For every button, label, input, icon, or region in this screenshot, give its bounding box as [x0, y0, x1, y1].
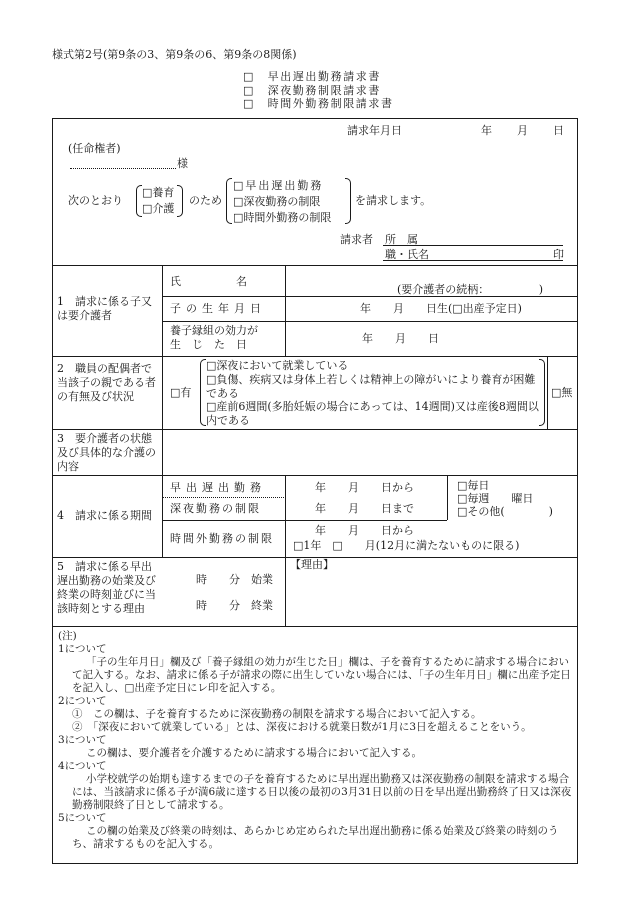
- request-year-label: 年: [481, 124, 492, 137]
- divider: [285, 475, 286, 557]
- requester-label: 請求者: [340, 233, 373, 246]
- note-2-text-2: ② 「深夜において就業している」とは、深夜における就業日数が1月に3日を超えることをいう。: [72, 721, 532, 733]
- affiliation-label: 所 属: [385, 233, 418, 246]
- divider: [285, 557, 286, 626]
- affiliation-field[interactable]: [383, 245, 563, 246]
- care-option-childcare[interactable]: □養育: [142, 186, 175, 199]
- note-1-text: 「子の生年月日」欄及び「養子縁組の効力が生じた日」欄は、子を養育するために請求する場合において記入する。なお、請求に係る子が請求の際に出生していない場合には、「子の生年月日」欄に出産予定日を記入し、□出産予定日にレ印を記入する。: [72, 656, 571, 694]
- request-date-label: 請求年月日: [347, 124, 402, 137]
- bracket-icon: [539, 359, 545, 426]
- spouse-yes-option[interactable]: □有: [170, 386, 192, 399]
- name-label: 氏 名: [170, 275, 247, 288]
- adoption-effect-label-2: 生 じ た 日: [170, 338, 247, 351]
- adoption-effect-value[interactable]: 年 月 日: [362, 332, 439, 345]
- divider: [162, 265, 163, 357]
- note-1-title: 1について: [58, 643, 107, 655]
- divider: [447, 475, 448, 520]
- divider: [162, 429, 163, 475]
- row5-label: 5 請求に係る早出遅出勤務の始業及び終業の時刻並びに当該時刻とする理由: [57, 560, 156, 615]
- note-4-title: 4について: [58, 760, 107, 772]
- frequency-daily[interactable]: □毎日: [457, 479, 490, 492]
- title-early-late-request[interactable]: □ 早出遅出勤務請求書: [243, 70, 381, 83]
- intro-suffix: を請求します。: [355, 194, 432, 207]
- dotted-divider: [162, 497, 286, 498]
- divider: [53, 265, 577, 266]
- sama-label: 様: [177, 157, 188, 170]
- reason-label: 【理由】: [290, 558, 334, 571]
- intro-prefix: 次のとおり: [68, 194, 123, 207]
- request-type-overtime-limit[interactable]: □時間外勤務の制限: [233, 211, 332, 224]
- note-3-title: 3について: [58, 734, 107, 746]
- position-name-field[interactable]: [383, 260, 563, 261]
- row4-label: 4 請求に係る期間: [57, 509, 152, 522]
- divider: [162, 356, 163, 429]
- frequency-weekly[interactable]: □毎週 曜日: [457, 492, 534, 505]
- note-2-title: 2について: [58, 695, 107, 707]
- notes-section: [58, 630, 572, 851]
- bracket-icon: [177, 185, 183, 217]
- row2-label: 2 職員の配偶者で当該子の親である者の有無及び状況: [57, 362, 156, 403]
- frequency-other[interactable]: □その他( ): [457, 505, 553, 518]
- divider: [53, 429, 577, 430]
- overtime-period-from[interactable]: 年 月 日から: [315, 524, 414, 537]
- form-titles: [243, 70, 394, 111]
- note-2-text-1: ① この欄は、子を養育するために深夜勤務の制限を請求する場合において記入する。: [72, 708, 482, 720]
- for-text: のため: [189, 194, 222, 207]
- spouse-condition-illness[interactable]: □負傷、疾病又は身体上若しくは精神上の障がいにより養育が困難である: [206, 373, 536, 400]
- note-5-text: この欄の始業及び終業の時刻は、あらかじめ定められた早出遅出勤務に係る始業及び終業の時刻のうち、請求するものを記入する。: [72, 825, 559, 850]
- divider: [162, 321, 577, 322]
- note-4-text: 小学校就学の始期も達するまでの子を養育するために早出遅出勤務又は深夜勤務の制限を請求する場合には、当該請求に係る子が満6歳に達する日以後の最初の3月31日以前の日を早出遅出勤務終了日又は深夜勤務制限終了日として請求する。: [72, 773, 572, 811]
- form-number-label: 様式第2号(第9条の3、第9条の6、第9条の8関係): [52, 48, 297, 61]
- end-time-field[interactable]: 時 分 終業: [196, 599, 273, 612]
- birth-date-value[interactable]: 年 月 日生(□出産予定日): [360, 302, 522, 315]
- care-option-nursing[interactable]: □介護: [142, 202, 175, 215]
- night-limit-label: 深夜勤務の制限: [170, 502, 261, 515]
- divider: [547, 356, 548, 429]
- divider: [162, 520, 447, 521]
- divider: [162, 475, 163, 557]
- notes-heading: (注): [58, 630, 77, 642]
- position-name-label: 職・氏名: [385, 248, 429, 261]
- spouse-condition-maternity[interactable]: □産前6週間(多胎妊娠の場合にあっては、14週間)又は産後8週間以内である: [206, 400, 539, 427]
- request-day-label: 日: [553, 124, 564, 137]
- authority-label: (任命権者): [68, 142, 121, 155]
- note-3-text: この欄は、要介護者を介護するために請求する場合において記入する。: [86, 747, 422, 759]
- note-5-title: 5について: [58, 812, 107, 824]
- spouse-condition-night[interactable]: □深夜において就業している: [206, 359, 349, 372]
- bracket-icon: [226, 178, 232, 224]
- period-until[interactable]: 年 月 日まで: [315, 502, 414, 515]
- request-month-label: 月: [517, 124, 528, 137]
- start-time-field[interactable]: 時 分 始業: [196, 573, 273, 586]
- seal-label: 印: [553, 248, 564, 261]
- period-from[interactable]: 年 月 日から: [315, 481, 414, 494]
- request-type-night-limit[interactable]: □深夜勤務の制限: [233, 195, 321, 208]
- overtime-period-length[interactable]: □1年 □ 月(12月に満たないものに限る): [293, 539, 520, 552]
- divider: [53, 626, 577, 627]
- request-type-early-late[interactable]: □早出遅出勤務: [233, 179, 324, 192]
- bracket-icon: [345, 178, 351, 224]
- title-night-limit-request[interactable]: □ 深夜勤務制限請求書: [243, 83, 381, 97]
- row3-label: 3 要介護者の状態及び具体的な介護の内容: [57, 432, 156, 473]
- title-overtime-limit-request[interactable]: □ 時間外勤務制限請求書: [243, 97, 394, 110]
- birth-date-label: 子の生年月日: [170, 302, 266, 315]
- divider: [53, 475, 577, 476]
- overtime-limit-label: 時間外勤務の制限: [170, 532, 274, 545]
- adoption-effect-label-1: 養子縁組の効力が: [170, 324, 258, 337]
- divider: [285, 265, 286, 357]
- authority-name-field[interactable]: [70, 168, 176, 169]
- divider: [53, 356, 577, 357]
- spouse-none-option[interactable]: □無: [551, 386, 573, 399]
- early-late-label: 早出遅出勤務: [170, 481, 266, 494]
- relation-note[interactable]: (要介護者の続柄： ): [397, 283, 544, 296]
- row1-label: 1 請求に係る子又は要介護者: [57, 295, 152, 322]
